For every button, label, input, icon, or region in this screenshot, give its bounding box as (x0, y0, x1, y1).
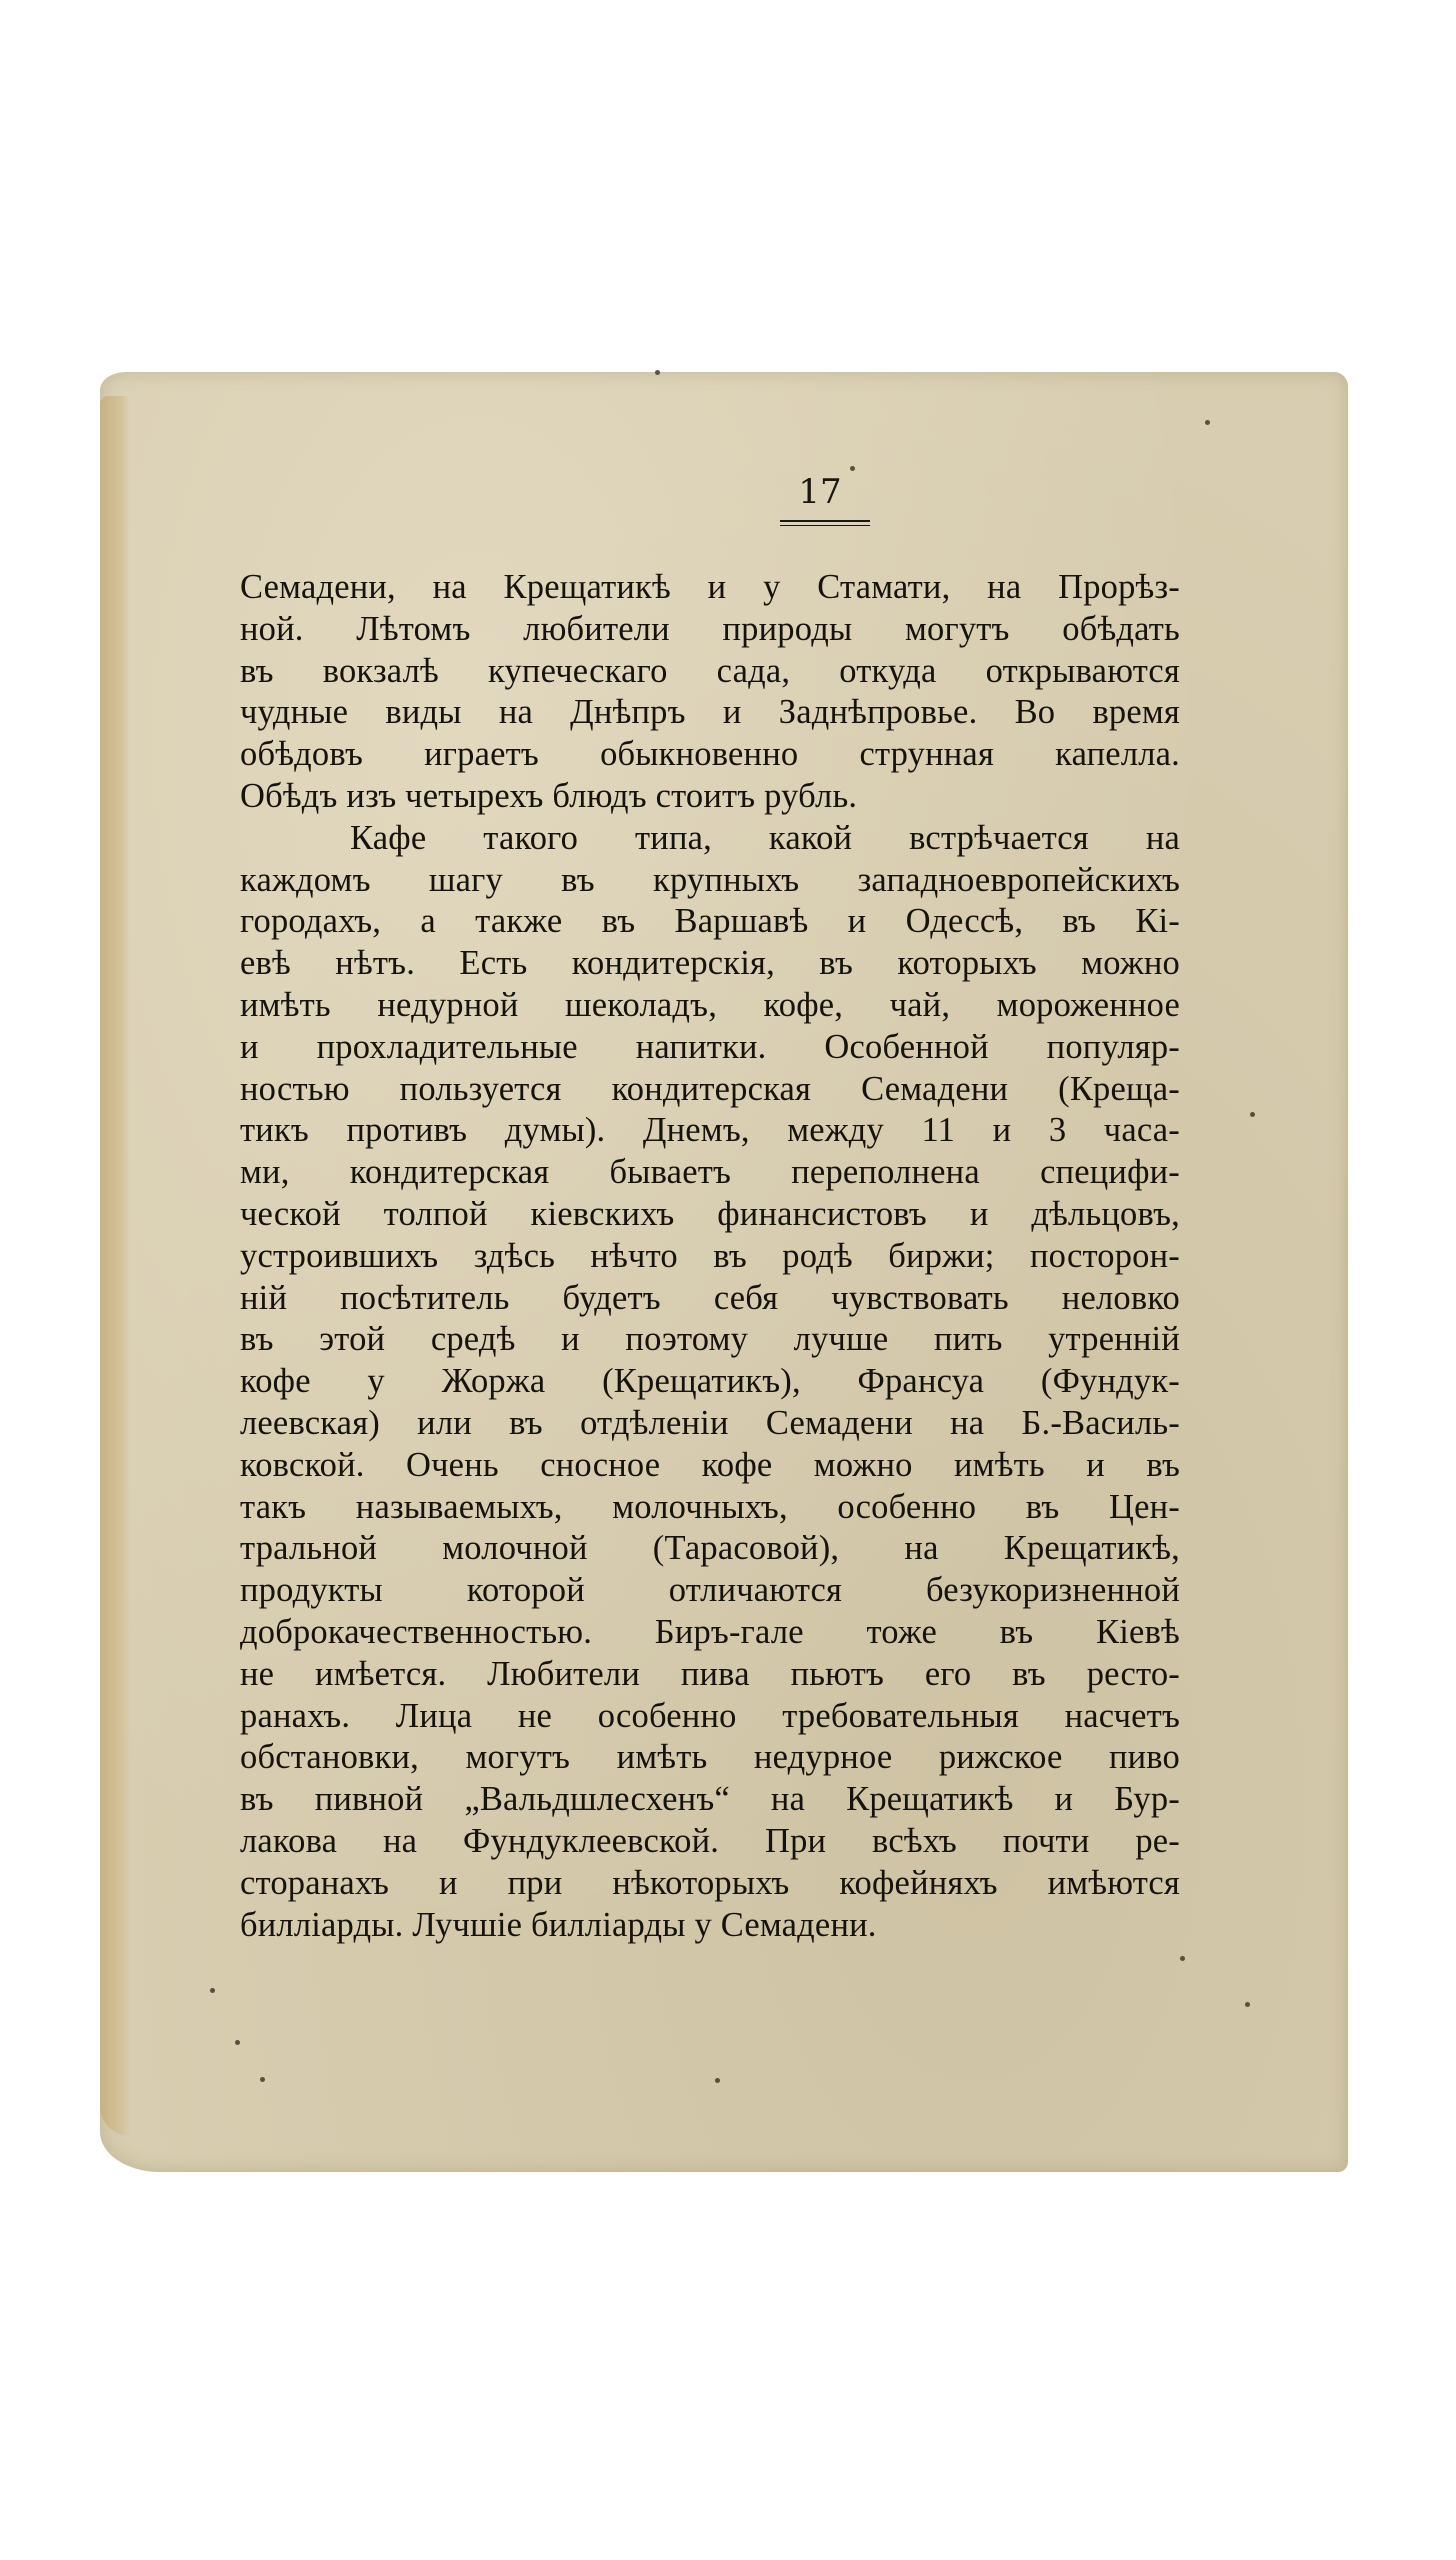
text-line: и прохладительные напитки. Особенной популяр- (240, 1027, 1180, 1066)
text-line: ной. Лѣтомъ любители природы могутъ обѣдать (240, 609, 1180, 648)
text-line: ранахъ. Лица не особенно требовательныя насчетъ (240, 1696, 1180, 1735)
paper-speck (655, 370, 660, 375)
page-edge (100, 396, 130, 2136)
paper-speck (1205, 420, 1210, 425)
text-line: Обѣдъ изъ четырехъ блюдъ стоитъ рубль. (240, 776, 858, 815)
text-line: чудные виды на Днѣпръ и Заднѣпровье. Во время (240, 693, 1180, 732)
text-line: въ этой средѣ и поэтому лучше пить утренній (240, 1320, 1180, 1359)
body-text (240, 567, 1180, 1946)
text-line: обстановки, могутъ имѣть недурное рижское пиво (240, 1738, 1180, 1777)
paper-speck (715, 2078, 720, 2083)
text-line: лакова на Фундуклеевской. При всѣхъ почти ре- (240, 1821, 1180, 1860)
text-line: не имѣется. Любители пива пьютъ его въ ресто- (240, 1654, 1180, 1693)
text-line: евѣ нѣтъ. Есть кондитерскія, въ которыхъ можно (240, 944, 1180, 983)
paper-speck (210, 1988, 215, 1993)
text-line: имѣть недурной шеколадъ, кофе, чай, мороженное (240, 985, 1180, 1024)
text-line: ностью пользуется кондитерская Семадени (Креща- (240, 1069, 1180, 1108)
book-page (100, 372, 1348, 2172)
text-line: тральной молочной (Тарасовой), на Крещатикѣ, (240, 1529, 1180, 1568)
text-line: каждомъ шагу въ крупныхъ западноевропейскихъ (240, 860, 1180, 899)
text-line: въ пивной „Вальдшлесхенъ“ на Крещатикѣ и Бур- (240, 1780, 1180, 1819)
text-line: ческой толпой кіевскихъ финансистовъ и дѣльцовъ, (240, 1194, 1180, 1233)
paper-speck (1180, 1956, 1185, 1961)
text-line: устроившихъ здѣсь нѣчто въ родѣ биржи; посторон- (240, 1236, 1180, 1275)
paragraph-2 (240, 818, 1180, 1947)
paper-speck (1245, 2002, 1250, 2007)
text-line: ній посѣтитель будетъ себя чувствовать неловко (240, 1278, 1180, 1317)
text-line: доброкачественностью. Биръ-гале тоже въ Кіевѣ (240, 1612, 1180, 1651)
text-line: такъ называемыхъ, молочныхъ, особенно въ Цен- (240, 1487, 1180, 1526)
text-line: обѣдовъ играетъ обыкновенно струнная капелла. (240, 735, 1180, 774)
text-line: тикъ противъ думы). Днемъ, между 11 и 3 часа- (240, 1111, 1180, 1150)
paper-speck (850, 466, 855, 471)
text-line: городахъ, а также въ Варшавѣ и Одессѣ, въ Кі- (240, 902, 1180, 941)
paper-speck (260, 2077, 265, 2082)
text-line: сторанахъ и при нѣкоторыхъ кофейняхъ имѣются (240, 1863, 1180, 1902)
text-line: Семадени, на Крещатикѣ и у Стамати, на Прорѣз- (240, 568, 1180, 606)
text-line: билліарды. Лучшіе билліарды у Семадени. (240, 1905, 877, 1944)
paragraph-1 (240, 567, 1180, 818)
paper-speck (235, 2040, 240, 2045)
paper-speck (1250, 1112, 1255, 1117)
page-number-underline (780, 520, 870, 526)
page-number: 17 (798, 472, 842, 512)
text-line: продукты которой отличаются безукоризненной (240, 1571, 1180, 1610)
text-line: леевская) или въ отдѣленіи Семадени на Б.-Василь- (240, 1403, 1180, 1442)
text-line: кофе у Жоржа (Крещатикъ), Франсуа (Фундук- (240, 1362, 1180, 1401)
text-line: Кафе такого типа, какой встрѣчается на (350, 818, 1180, 857)
text-line: ковской. Очень сносное кофе можно имѣть и въ (240, 1445, 1180, 1484)
text-line: ми, кондитерская бываетъ переполнена специфи- (240, 1153, 1180, 1192)
text-line: въ вокзалѣ купеческаго сада, откуда открываются (240, 651, 1180, 690)
